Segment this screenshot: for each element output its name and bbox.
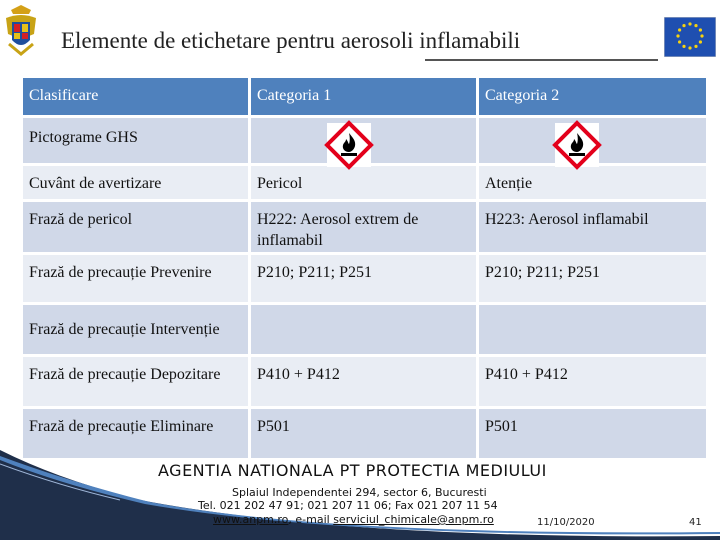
- row-value-category-2: H223: Aerosol inflamabil: [478, 201, 708, 254]
- ghs-flame-icon: [551, 119, 603, 171]
- page-number: 41: [689, 517, 702, 528]
- labeling-table: [20, 75, 709, 461]
- row-value-category-2: P210; P211; P251: [478, 254, 708, 304]
- page-title-underlined: aerosoli inflamabili: [340, 28, 521, 53]
- row-value-category-2: P410 + P412: [478, 356, 708, 408]
- table-row: [22, 201, 708, 254]
- row-label: Frază de precauție Prevenire: [22, 254, 250, 304]
- row-label: Frază de precauție Intervenție: [22, 304, 250, 356]
- row-value-category-1: H222: Aerosol extrem de inflamabil: [250, 201, 478, 254]
- row-value-category-1: P501: [250, 408, 478, 460]
- agency-contact: [213, 513, 494, 526]
- agency-phone: Tel. 021 202 47 91; 021 207 11 06; Fax 021 207 11 54: [198, 499, 498, 512]
- row-value-category-1: P210; P211; P251: [250, 254, 478, 304]
- table-row: [22, 304, 708, 356]
- agency-name: AGENTIA NATIONALA PT PROTECTIA MEDIULUI: [158, 461, 547, 480]
- ghs-cell-category-2: [478, 117, 708, 165]
- row-label: Frază de precauție Eliminare: [22, 408, 250, 460]
- table-row: [22, 117, 708, 165]
- row-value-category-1: P410 + P412: [250, 356, 478, 408]
- row-value-category-2: P501: [478, 408, 708, 460]
- title-underline: [425, 59, 658, 61]
- ghs-flame-icon: [323, 119, 375, 171]
- row-label: Cuvânt de avertizare: [22, 165, 250, 201]
- header-cell-classification: Clasificare: [22, 77, 250, 117]
- row-value-category-1: [250, 304, 478, 356]
- row-value-category-2: Atenție: [478, 165, 708, 201]
- row-label: Pictograme GHS: [22, 117, 250, 165]
- romania-coat-of-arms-icon: [3, 4, 39, 56]
- table-row: [22, 356, 708, 408]
- agency-address: Splaiul Independentei 294, sector 6, Bucuresti: [232, 486, 487, 499]
- row-value-category-2: [478, 304, 708, 356]
- website-link[interactable]: www.anpm.ro: [213, 513, 289, 526]
- eu-flag-icon: [664, 17, 716, 57]
- row-label: Frază de pericol: [22, 201, 250, 254]
- ghs-cell-category-1: [250, 117, 478, 165]
- email-prefix: , e-mail: [288, 513, 334, 526]
- row-value-category-1: Pericol: [250, 165, 478, 201]
- table-header-row: [22, 77, 708, 117]
- header-cell-category-2: Categoria 2: [478, 77, 708, 117]
- header-cell-category-1: Categoria 1: [250, 77, 478, 117]
- table-row: [22, 254, 708, 304]
- row-label: Frază de precauție Depozitare: [22, 356, 250, 408]
- email-link[interactable]: serviciul_chimicale@anpm.ro: [333, 513, 494, 526]
- page-title: Elemente de etichetare pentru aerosoli inflamabili: [61, 28, 521, 53]
- slide-date: 11/10/2020: [537, 517, 595, 528]
